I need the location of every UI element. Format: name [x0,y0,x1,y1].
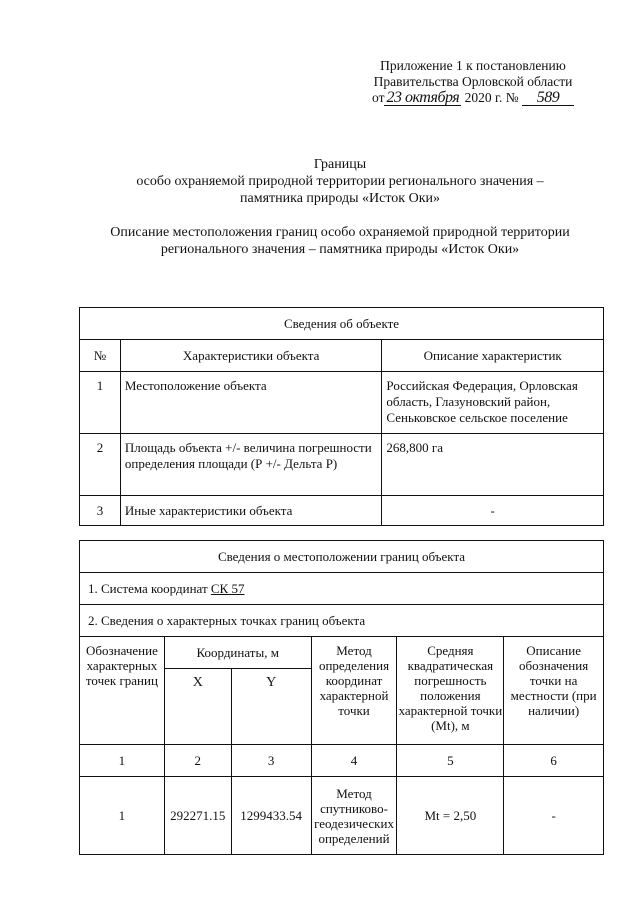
table-row [80,496,604,526]
header-number: № [80,340,121,372]
column-number: 6 [504,745,604,777]
header-x: X [164,669,231,745]
header-point-designation: Обозначение характерных точек границ [80,637,165,745]
coordinate-system-value: СК 57 [210,580,245,596]
object-info-section-title: Сведения об объекте [80,308,604,340]
column-number: 5 [397,745,504,777]
row-number: 3 [80,496,121,526]
header-coordinates: Координаты, м [164,637,311,669]
row-description: - [382,496,604,526]
header-accuracy: Средняя квадратическая погрешность положения характерной точки (Mt), м [397,637,504,745]
row-description: Российская Федерация, Орловская область, Глазуновский район, Сеньковское сельское поселение [382,372,604,434]
column-number: 1 [80,745,165,777]
title-line-3: памятника природы «Исток Оки» [240,191,440,206]
appendix-header [343,58,603,106]
points-section-title: 2. Сведения о характерных точках границ объекта [80,605,604,637]
description-heading [60,224,620,258]
point-y: 1299433.54 [231,777,311,855]
coordinate-system-label: 1. Система координат [88,580,208,596]
year-and-number-label: 2020 г. № [464,90,519,105]
header-y: Y [231,669,311,745]
row-number: 1 [80,372,121,434]
point-description: - [504,777,604,855]
table-row [80,777,604,855]
table-row [80,434,604,496]
coordinate-system-row [80,573,604,605]
column-number: 2 [164,745,231,777]
location-section-title: Сведения о местоположении границ объекта [80,541,604,573]
row-number: 2 [80,434,121,496]
header-method: Метод определения координат характерной точки [311,637,397,745]
column-number: 4 [311,745,397,777]
description-line-2: регионального значения – памятника природы «Исток Оки» [160,242,520,257]
from-prefix: от [372,90,385,105]
object-info-table [79,307,604,526]
column-number: 3 [231,745,311,777]
row-characteristic: Местоположение объекта [120,372,382,434]
row-characteristic: Площадь объекта +/- величина погрешности определения площади (Р +/- Дельта Р) [120,434,382,496]
appendix-line-2: Правительства Орловской области [373,74,573,89]
point-id: 1 [80,777,165,855]
header-point-description: Описание обозначения точки на местности (при наличии) [504,637,604,745]
point-method: Метод спутниково-геодезических определений [311,777,397,855]
title-line-1: Границы [313,157,367,172]
handwritten-decree-number: 589 [522,91,574,106]
appendix-line-1: Приложение 1 к постановлению [380,58,566,73]
row-characteristic: Иные характеристики объекта [120,496,382,526]
description-line-1: Описание местоположения границ особо охраняемой природной территории [110,225,570,240]
column-numbers-row [80,745,604,777]
header-description: Описание характеристик [382,340,604,372]
row-description: 268,800 га [382,434,604,496]
header-characteristic: Характеристики объекта [120,340,382,372]
point-accuracy: Mt = 2,50 [397,777,504,855]
decree-date-line [343,90,603,106]
boundary-location-table [79,540,604,855]
title-line-2: особо охраняемой природной территории регионального значения – [136,174,544,189]
table-row [80,372,604,434]
document-title [60,156,620,207]
handwritten-date: 23 октября [386,89,460,106]
point-x: 292271.15 [164,777,231,855]
